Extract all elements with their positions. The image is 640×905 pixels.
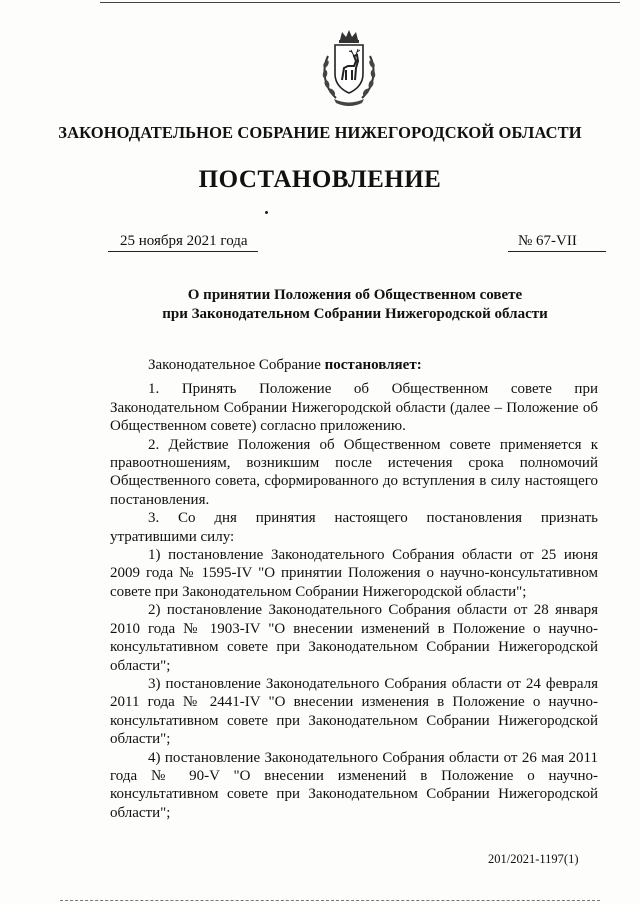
paragraph-3-item-2: 2) постановление Законодательного Собрания области от 28 января 2010 года № 1903-IV "О внесении изменений в Положение о научно-консультативном совете при Законодательном Собрании Нижегородской области"; — [110, 602, 598, 674]
footer-document-code: 201/2021-1197(1) — [488, 852, 579, 866]
document-date: 25 ноября 2021 года — [108, 233, 258, 252]
document-number: № 67-VII — [508, 233, 606, 252]
title-line-1: О принятии Положения об Общественном совете — [187, 287, 523, 303]
paragraph-3-item-1: 1) постановление Законодательного Собрания области от 25 июня 2009 года № 1595-IV "О принятии Положения о научно-консультативном совете при Законодательном Собрании Нижегородской области"; — [110, 547, 598, 600]
intro-text: Законодательное Собрание — [148, 357, 325, 373]
top-rule — [100, 2, 620, 3]
stray-mark — [265, 211, 268, 214]
paragraph-1: 1. Принять Положение об Общественном совете при Законодательном Собрании Нижегородской области (далее – Положение об Общественном совете) согласно приложению. — [110, 381, 598, 435]
coat-of-arms-emblem — [318, 28, 380, 108]
paragraph-2: 2. Действие Положения об Общественном совете применяется к правоотношениям, возникшим после истечения срока полномочий Общественного совета, сформированного до вступления в силу настоящего постановления. — [110, 436, 598, 508]
intro-bold-text: постановляет: — [324, 357, 422, 373]
document-body — [110, 356, 598, 822]
bottom-rule — [60, 900, 600, 901]
paragraph-3-item-3: 3) постановление Законодательного Собрания области от 24 февраля 2011 года № 2441-IV "О внесении изменения в Положение о научно-консультативном совете при Законодательном Собрании Нижегородской области"; — [110, 675, 598, 748]
document-type-heading: ПОСТАНОВЛЕНИЕ — [198, 166, 442, 193]
title-line-2: при Законодательном Собрании Нижегородской области — [162, 306, 548, 322]
paragraph-3: 3. Со дня принятия настоящего постановления признать утратившими силу: — [110, 510, 598, 545]
organization-name: ЗАКОНОДАТЕЛЬНОЕ СОБРАНИЕ НИЖЕГОРОДСКОЙ ОБЛАСТИ — [58, 123, 582, 142]
intro-paragraph — [110, 356, 598, 374]
document-title — [110, 286, 600, 324]
paragraph-3-item-4: 4) постановление Законодательного Собрания области от 26 мая 2011 года № 90-V "О внесении изменений в Положение о научно-консультативном совете при Законодательном Собрании Нижегородской области"; — [110, 749, 598, 821]
